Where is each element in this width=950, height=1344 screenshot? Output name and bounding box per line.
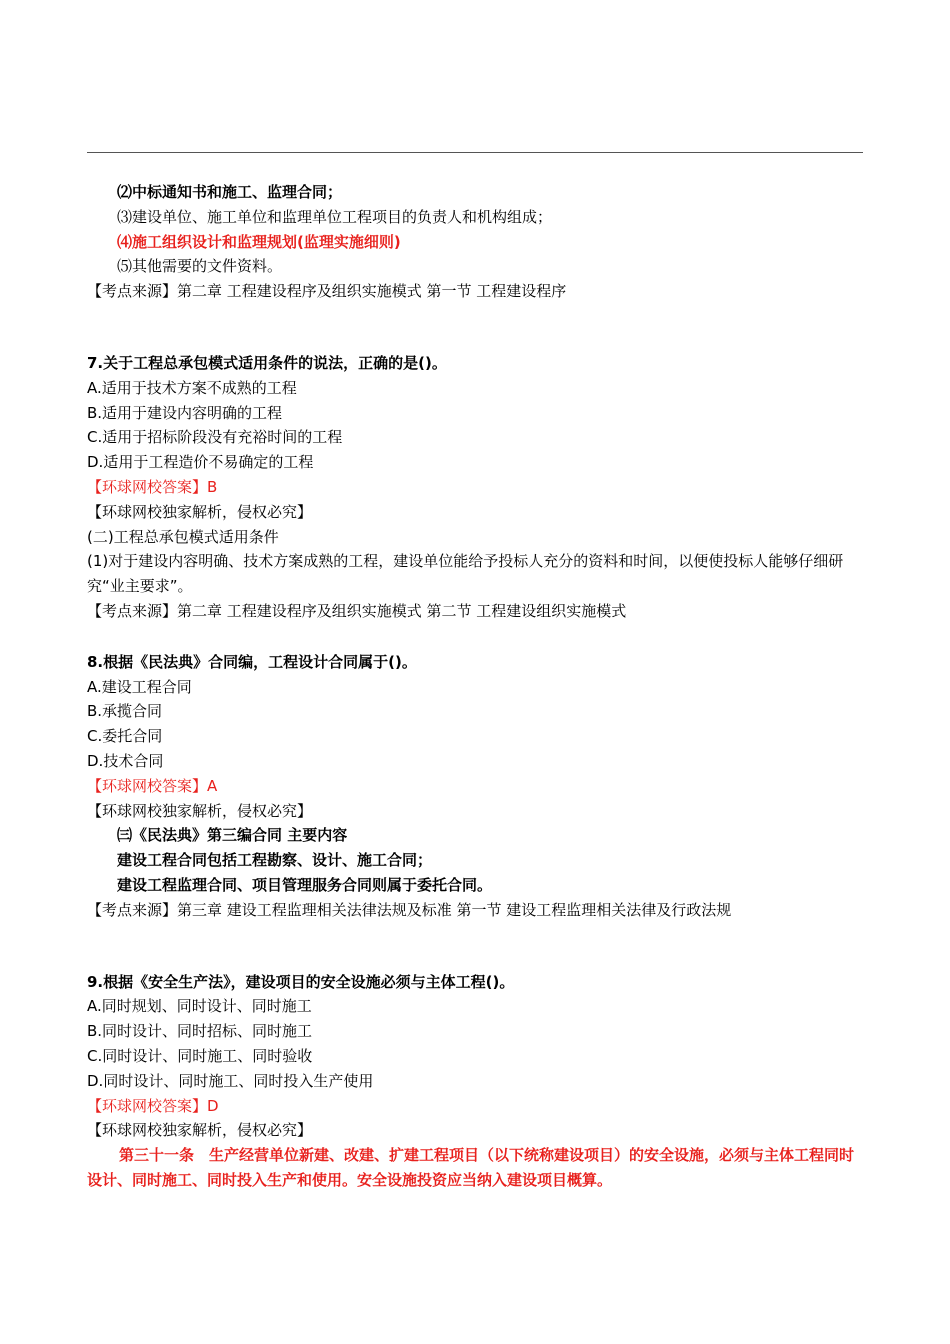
q7-answer: 【环球网校答案】B <box>87 477 218 496</box>
intro-item-3: ⑶建设单位、施工单位和监理单位工程项目的负责人和机构组成； <box>117 207 553 226</box>
q7-option-a: A.适用于技术方案不成熟的工程 <box>87 378 297 397</box>
q9-question: 9.根据《安全生产法》，建设项目的安全设施必须与主体工程()。 <box>87 972 515 991</box>
q8-analysis-label: 【环球网校独家解析，侵权必究】 <box>87 801 313 820</box>
q8-option-a: A.建设工程合同 <box>87 677 192 696</box>
intro-item-4: ⑷施工组织设计和监理规划(监理实施细则) <box>117 232 401 251</box>
q8-option-c: C.委托合同 <box>87 727 163 746</box>
q7-source: 【考点来源】第二章 工程建设程序及组织实施模式 第二节 工程建设组织实施模式 <box>87 601 627 620</box>
q9-option-c: C.同时设计、同时施工、同时验收 <box>87 1046 313 1065</box>
q7-analysis-label: 【环球网校独家解析，侵权必究】 <box>87 502 313 521</box>
q7-option-c: C.适用于招标阶段没有充裕时间的工程 <box>87 428 343 447</box>
q8-explanation-1: ㈢《民法典》第三编合同 主要内容 <box>117 826 348 845</box>
q7-question: 7.关于工程总承包模式适用条件的说法，正确的是()。 <box>87 353 447 372</box>
header-divider <box>87 152 863 153</box>
q8-question: 8.根据《民法典》合同编，工程设计合同属于()。 <box>87 652 417 671</box>
q8-option-b: B.承揽合同 <box>87 702 163 721</box>
q8-source: 【考点来源】第三章 建设工程监理相关法律法规及标准 第一节 建设工程监理相关法律及行政法规 <box>87 900 732 919</box>
q8-explanation-2: 建设工程合同包括工程勘察、设计、施工合同； <box>117 851 433 870</box>
q9-explanation-1: 第三十一条 生产经营单位新建、改建、扩建工程项目（以下统称建设项目）的安全设施，必须与主体工程同时设计、同时施工、同时投入生产和使用。安全设施投资应当纳入建设项目概算。 <box>87 1146 855 1189</box>
q8-answer: 【环球网校答案】A <box>87 776 218 795</box>
q8-option-d: D.技术合同 <box>87 751 164 770</box>
q9-option-a: A.同时规划、同时设计、同时施工 <box>87 997 312 1016</box>
q9-analysis-label: 【环球网校独家解析，侵权必究】 <box>87 1121 313 1140</box>
q9-option-b: B.同时设计、同时招标、同时施工 <box>87 1022 313 1041</box>
q7-option-b: B.适用于建设内容明确的工程 <box>87 403 283 422</box>
document-body <box>87 180 865 1193</box>
q9-answer: 【环球网校答案】D <box>87 1096 219 1115</box>
q7-option-d: D.适用于工程造价不易确定的工程 <box>87 453 314 472</box>
q9-option-d: D.同时设计、同时施工、同时投入生产使用 <box>87 1071 374 1090</box>
intro-item-2: ⑵中标通知书和施工、监理合同； <box>117 183 343 201</box>
intro-source: 【考点来源】第二章 工程建设程序及组织实施模式 第一节 工程建设程序 <box>87 282 567 301</box>
q7-explanation-1: (二)工程总承包模式适用条件 <box>87 527 279 546</box>
q8-explanation-3: 建设工程监理合同、项目管理服务合同则属于委托合同。 <box>117 875 493 894</box>
q7-explanation-2: (1)对于建设内容明确、技术方案成熟的工程，建设单位能给予投标人充分的资料和时间，以便使投标人能够仔细研究“业主要求”。 <box>87 552 844 596</box>
intro-item-5: ⑸其他需要的文件资料。 <box>117 257 283 276</box>
